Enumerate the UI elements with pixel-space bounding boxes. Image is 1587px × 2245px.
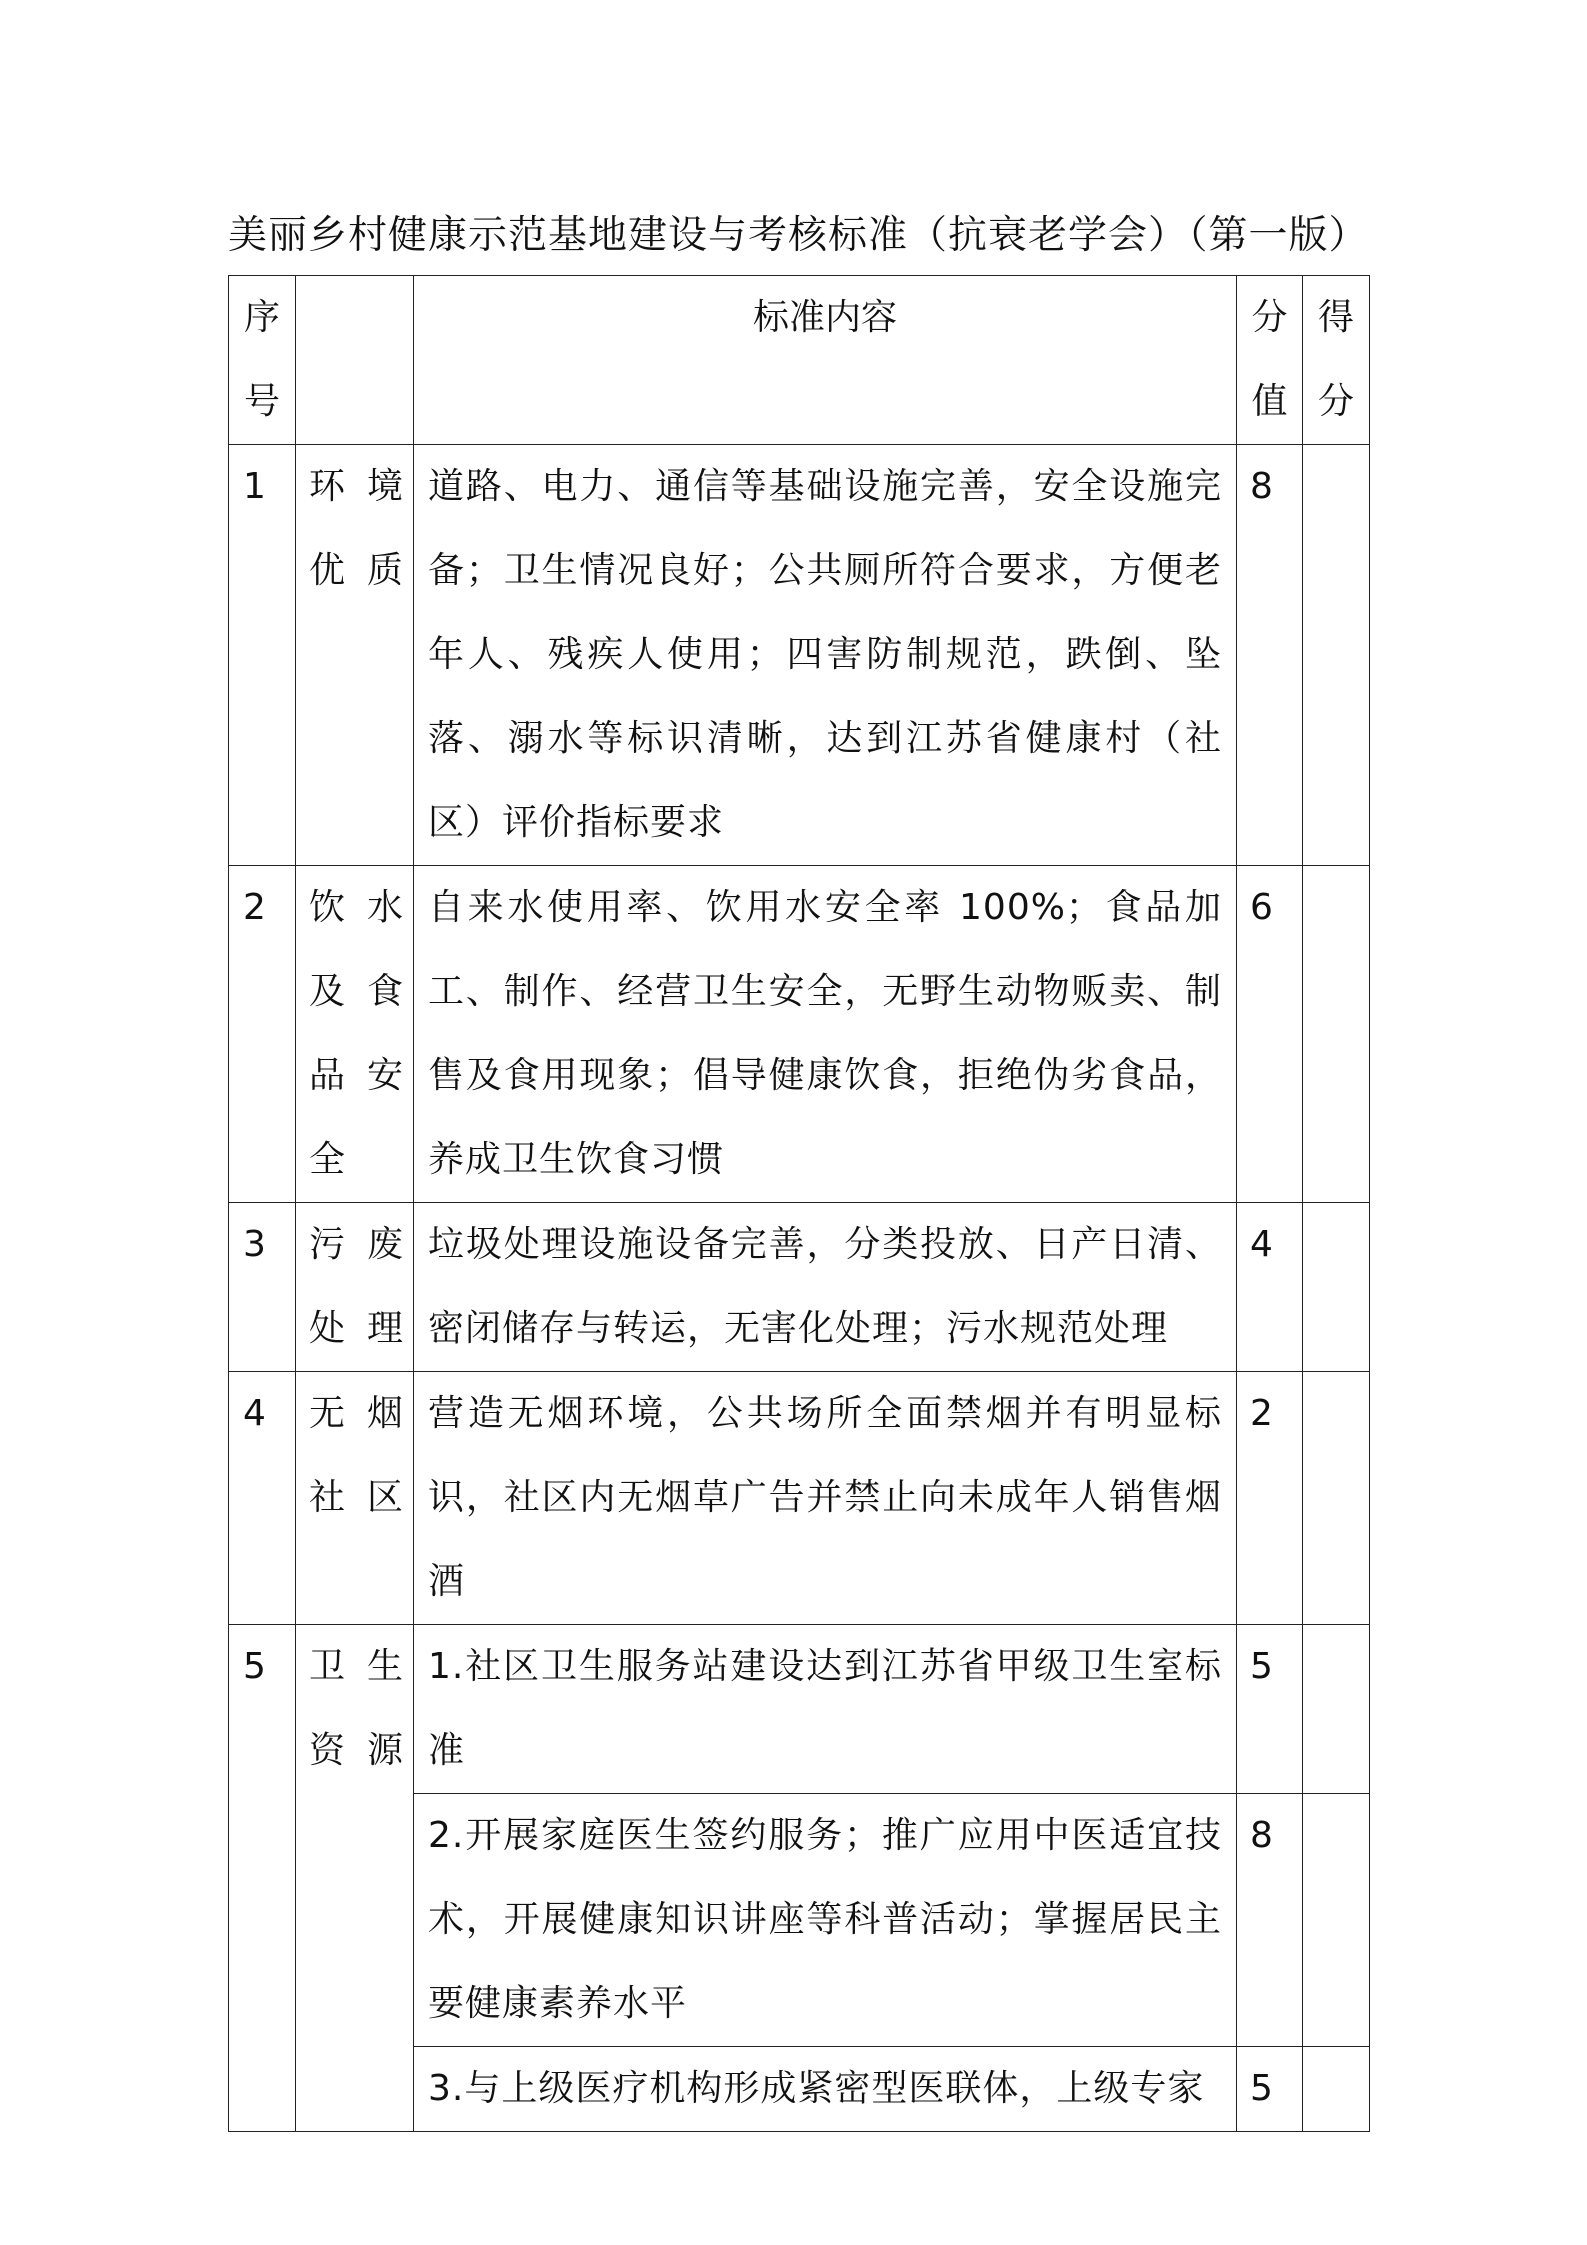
row-content: 道路、电力、通信等基础设施完善，安全设施完备；卫生情况良好；公共厕所符合要求，方便老年人、残疾人使用；四害防制规范，跌倒、坠落、溺水等标识清晰，达到江苏省健康村（社区）评价指标要求 — [414, 445, 1237, 866]
row-number: 5 — [229, 1625, 296, 2132]
row-score[interactable] — [1303, 445, 1370, 866]
row-category: 卫 生 资源 — [296, 1625, 414, 2132]
table-row — [229, 866, 1370, 1203]
row-score[interactable] — [1303, 1372, 1370, 1625]
row-score[interactable] — [1303, 1794, 1370, 2047]
document-title: 美丽乡村健康示范基地建设与考核标准（抗衰老学会）（第一版） — [228, 213, 1369, 258]
row-category: 饮 水 及 食 品 安 全 — [296, 866, 414, 1203]
standards-table — [228, 275, 1370, 2132]
row-content: 自来水使用率、饮用水安全率 100%；食品加工、制作、经营卫生安全，无野生动物贩卖、制售及食用现象；倡导健康饮食，拒绝伪劣食品，养成卫生饮食习惯 — [414, 866, 1237, 1203]
row-points: 5 — [1237, 2047, 1303, 2132]
row-score[interactable] — [1303, 1203, 1370, 1372]
header-serial-number: 序 号 — [229, 276, 296, 445]
row-score[interactable] — [1303, 2047, 1370, 2132]
row-content: 2.开展家庭医生签约服务；推广应用中医适宜技术，开展健康知识讲座等科普活动；掌握居民主要健康素养水平 — [414, 1794, 1237, 2047]
table-row — [229, 1372, 1370, 1625]
row-points: 5 — [1237, 1625, 1303, 1794]
row-points: 2 — [1237, 1372, 1303, 1625]
row-points: 8 — [1237, 1794, 1303, 2047]
row-number: 2 — [229, 866, 296, 1203]
row-number: 4 — [229, 1372, 296, 1625]
row-number: 3 — [229, 1203, 296, 1372]
header-points: 分 值 — [1237, 276, 1303, 445]
header-category — [296, 276, 414, 445]
row-points: 8 — [1237, 445, 1303, 866]
row-points: 6 — [1237, 866, 1303, 1203]
row-content: 3.与上级医疗机构形成紧密型医联体，上级专家 — [414, 2047, 1237, 2132]
header-standard-content: 标准内容 — [414, 276, 1237, 445]
row-number: 1 — [229, 445, 296, 866]
row-content: 营造无烟环境，公共场所全面禁烟并有明显标识，社区内无烟草广告并禁止向未成年人销售烟酒 — [414, 1372, 1237, 1625]
row-score[interactable] — [1303, 866, 1370, 1203]
table-row — [229, 445, 1370, 866]
row-category: 无 烟 社区 — [296, 1372, 414, 1625]
table-row — [229, 1625, 1370, 1794]
row-content: 垃圾处理设施设备完善，分类投放、日产日清、密闭储存与转运，无害化处理；污水规范处理 — [414, 1203, 1237, 1372]
header-score: 得 分 — [1303, 276, 1370, 445]
row-content: 1.社区卫生服务站建设达到江苏省甲级卫生室标准 — [414, 1625, 1237, 1794]
row-category: 环 境 优质 — [296, 445, 414, 866]
row-points: 4 — [1237, 1203, 1303, 1372]
table-row — [229, 1203, 1370, 1372]
row-category: 污 废 处理 — [296, 1203, 414, 1372]
table-header-row — [229, 276, 1370, 445]
row-score[interactable] — [1303, 1625, 1370, 1794]
